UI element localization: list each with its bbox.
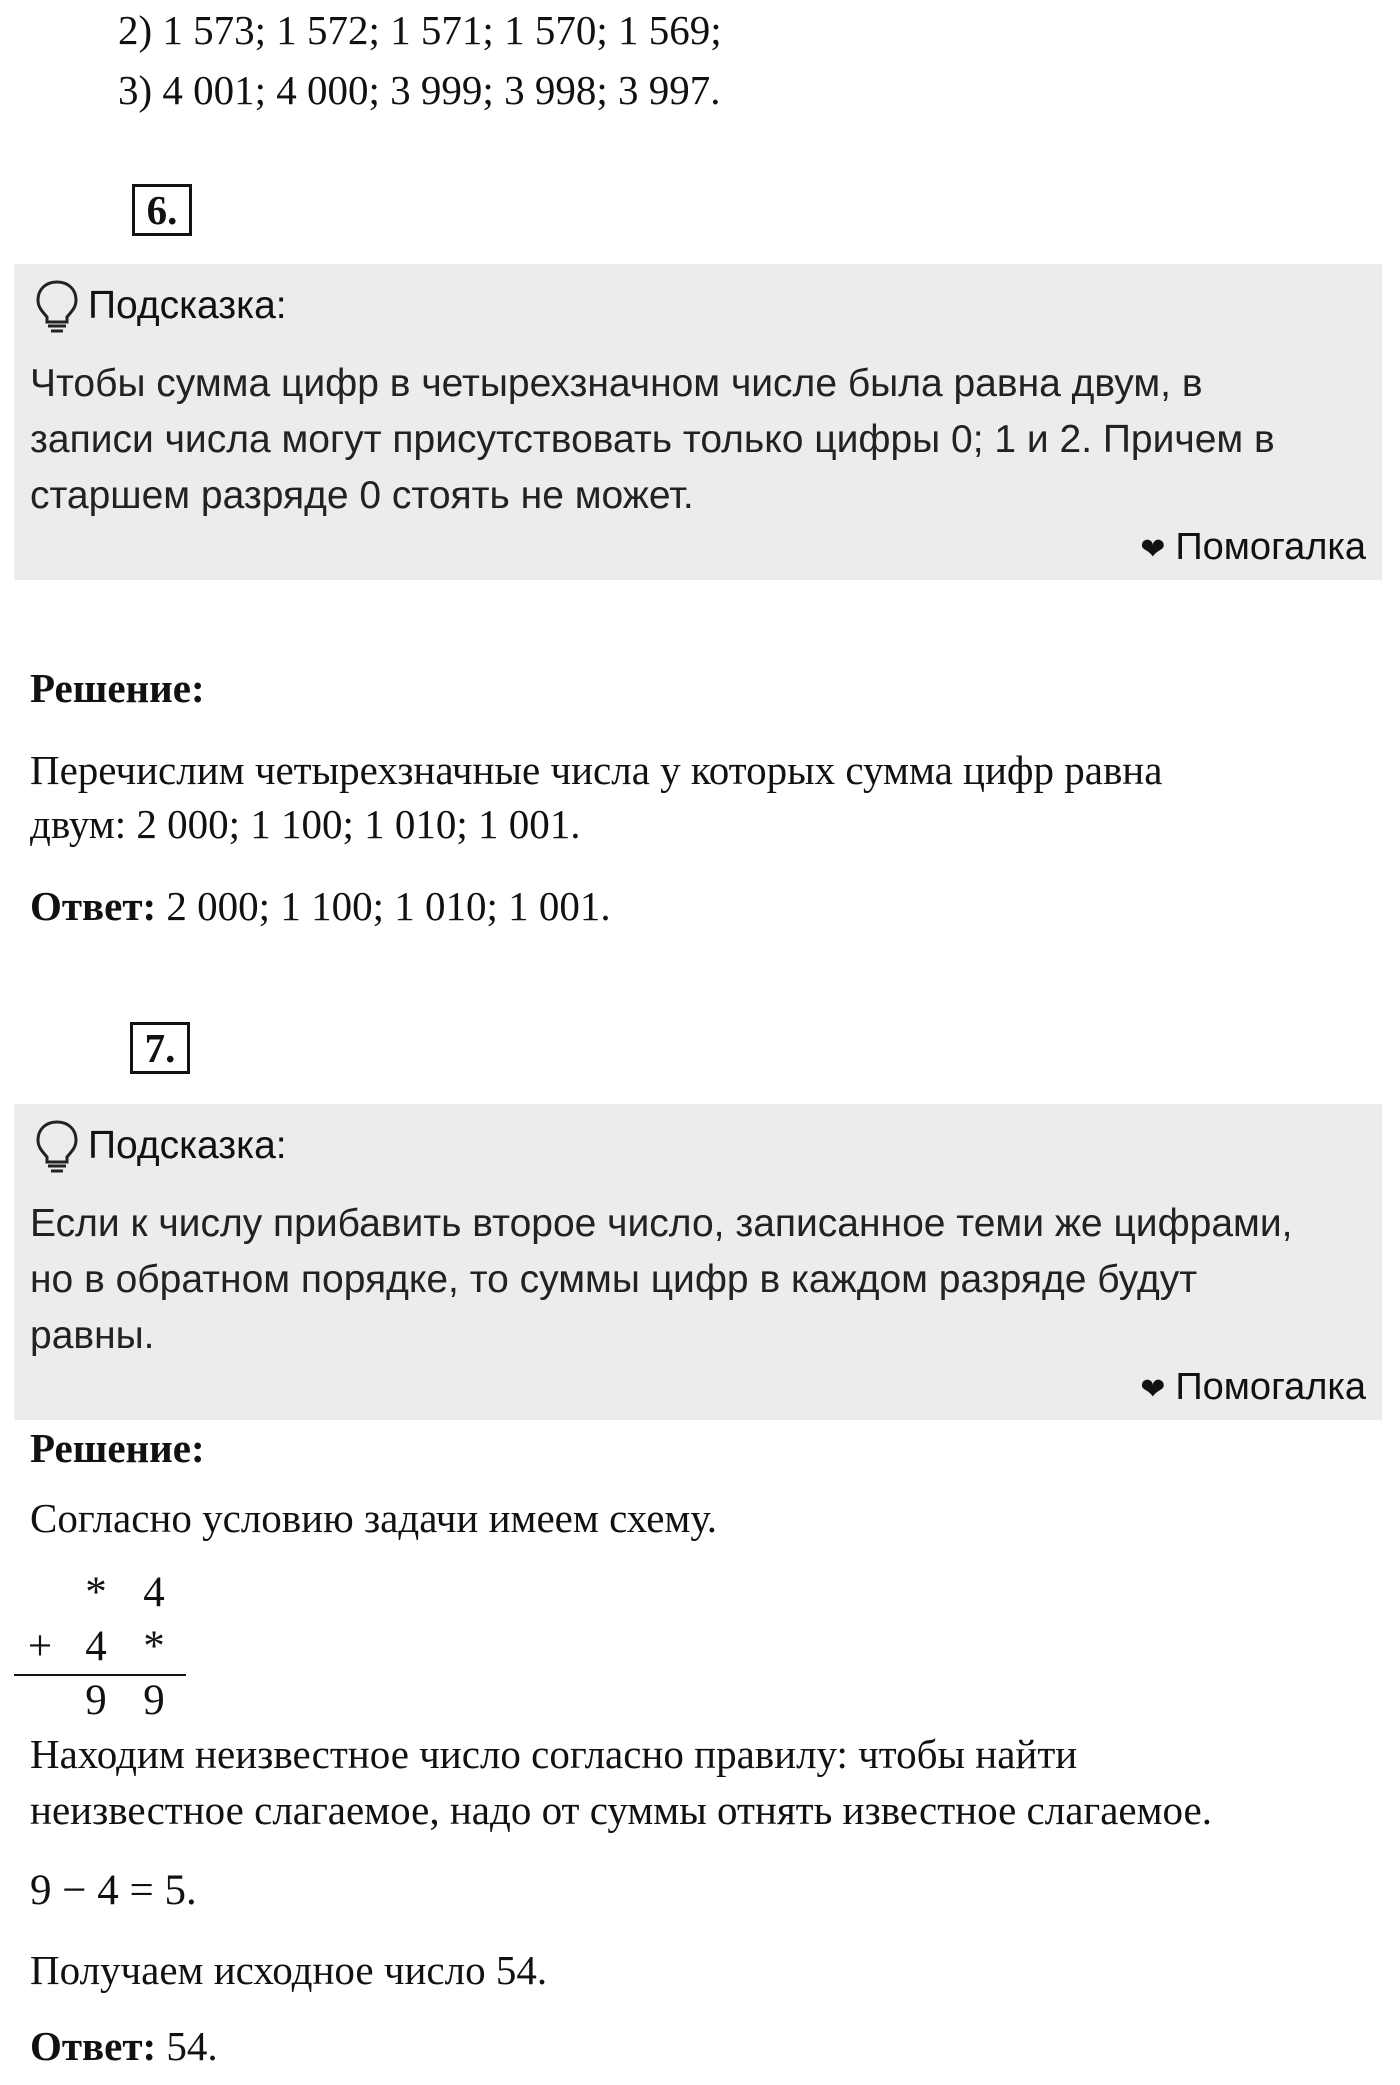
list-item-2: 2) 1 573; 1 572; 1 571; 1 570; 1 569; <box>118 7 722 53</box>
hint-title: Подсказка: <box>88 284 287 327</box>
answer-line <box>30 2022 218 2070</box>
solution-line: двум: 2 000; 1 100; 1 010; 1 001. <box>30 801 581 847</box>
result-line: Получаем исходное число 54. <box>30 1947 548 1993</box>
task-6-number: 6. <box>132 184 192 236</box>
credit <box>1140 1366 1366 1409</box>
hint-line: старшем разряде 0 стоять не может. <box>30 474 694 517</box>
solution-line: Перечислим четырехзначные числа у которых сумма цифр равна <box>30 747 1163 793</box>
rule-line: Находим неизвестное число согласно правилу: чтобы найти <box>30 1731 1078 1777</box>
hint-line: но в обратном порядке, то суммы цифр в каждом разряде будут <box>30 1258 1198 1301</box>
list-item-3: 3) 4 001; 4 000; 3 999; 3 998; 3 997. <box>118 67 721 113</box>
plus-sign: + <box>27 1623 53 1670</box>
scheme-digit: 4 <box>85 1623 107 1670</box>
hint-text <box>30 1196 1370 1364</box>
answer-value: 54. <box>156 2023 218 2069</box>
hint-line: Если к числу прибавить второе число, записанное теми же цифрами, <box>30 1202 1293 1245</box>
credit <box>1140 526 1366 569</box>
equation: 9 − 4 = 5. <box>30 1867 197 1914</box>
hint-text <box>30 356 1370 524</box>
heart-icon: ❤ <box>1140 1373 1166 1406</box>
hint-title: Подсказка: <box>88 1124 287 1167</box>
hint-line: равны. <box>30 1314 155 1357</box>
credit-label: Помогалка <box>1175 1366 1366 1408</box>
answer-label: Ответ: <box>30 883 157 929</box>
hint-line: записи числа могут присутствовать только цифры 0; 1 и 2. Причем в <box>30 418 1275 461</box>
answer-value: 2 000; 1 100; 1 010; 1 001. <box>156 883 611 929</box>
task-6-hint-box <box>14 264 1382 580</box>
heart-icon: ❤ <box>1140 533 1166 566</box>
answer-label: Ответ: <box>30 2023 157 2069</box>
scheme-digit: 4 <box>143 1569 165 1616</box>
solution-intro: Согласно условию задачи имеем схему. <box>30 1495 717 1541</box>
hint-line: Чтобы сумма цифр в четырехзначном числе была равна двум, в <box>30 362 1203 405</box>
credit-label: Помогалка <box>1175 526 1366 568</box>
scheme-digit: 9 <box>143 1677 165 1724</box>
lightbulb-icon <box>32 278 82 334</box>
solution-heading: Решение: <box>30 1425 205 1471</box>
solution-heading: Решение: <box>30 665 205 711</box>
scheme-digit: * <box>143 1623 165 1670</box>
task-7-hint-box <box>14 1104 1382 1420</box>
task-7-number: 7. <box>130 1022 190 1074</box>
scheme-digit: * <box>85 1569 107 1616</box>
rule-line: неизвестное слагаемое, надо от суммы отнять известное слагаемое. <box>30 1787 1212 1833</box>
scheme-digit: 9 <box>85 1677 107 1724</box>
lightbulb-icon <box>32 1118 82 1174</box>
answer-line <box>30 882 611 930</box>
